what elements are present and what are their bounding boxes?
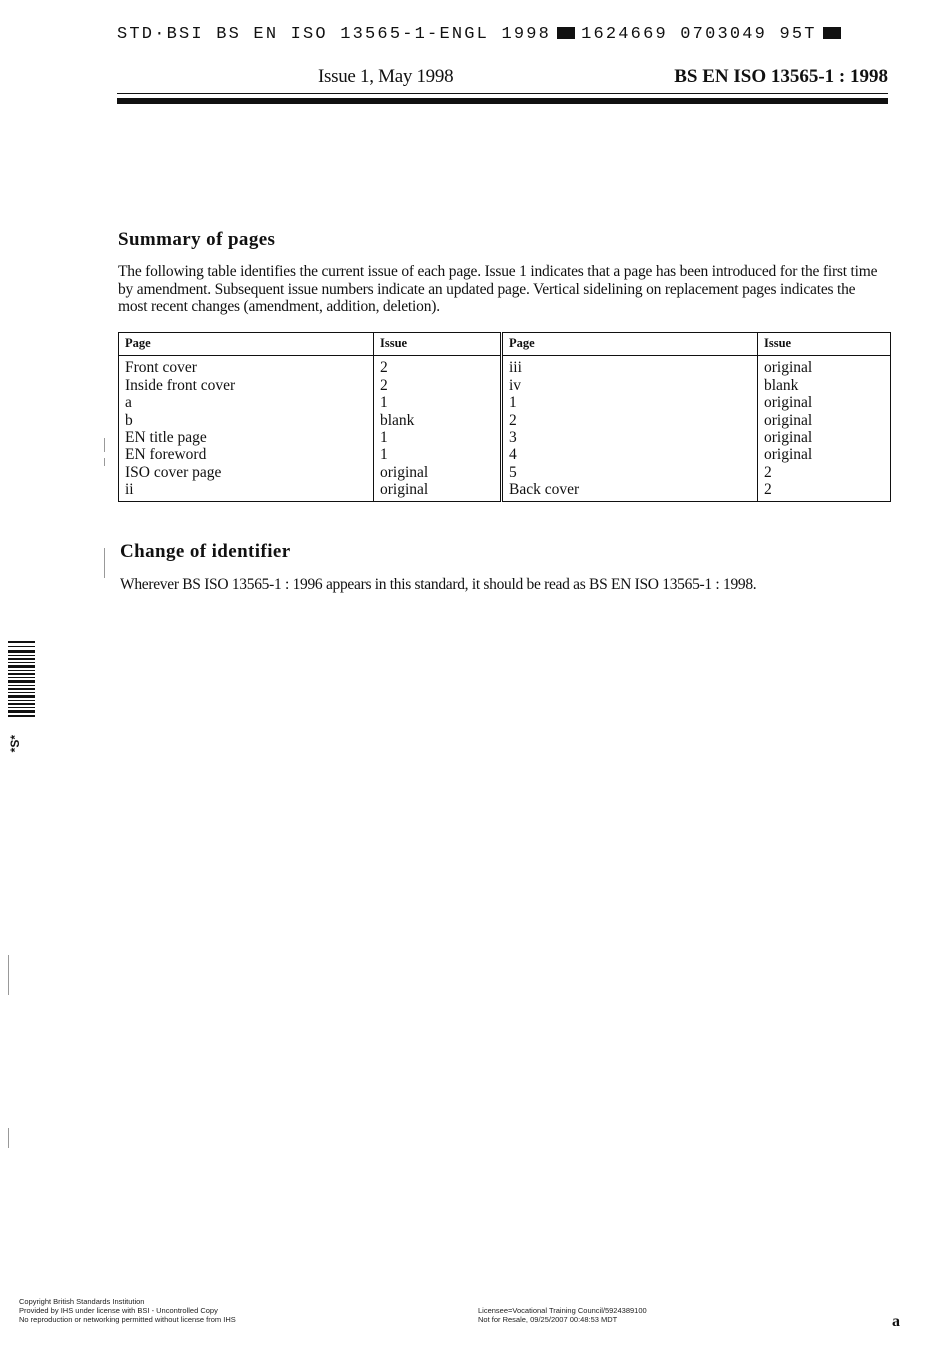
table-cell: original — [758, 429, 891, 446]
table-cell: 1 — [374, 394, 502, 411]
table-cell: 2 — [502, 412, 758, 429]
table-row — [119, 429, 891, 446]
summary-heading: Summary of pages — [118, 229, 276, 250]
footer-license — [478, 1306, 647, 1324]
barcode-mark — [823, 27, 841, 39]
margin-star-code: *S* — [8, 735, 22, 753]
footer-line: No reproduction or networking permitted without license from IHS — [19, 1315, 236, 1324]
table-cell: original — [374, 464, 502, 481]
sideline-mark — [104, 458, 105, 466]
table-cell: 4 — [502, 446, 758, 463]
table-cell: original — [758, 446, 891, 463]
sideline-mark — [104, 548, 105, 578]
table-cell: iii — [502, 356, 758, 377]
table-cell: 2 — [758, 481, 891, 501]
table-cell: blank — [374, 412, 502, 429]
table-cell: 1 — [502, 394, 758, 411]
table-cell: original — [758, 394, 891, 411]
table-cell: 2 — [374, 356, 502, 377]
table-row — [119, 394, 891, 411]
table-cell: 3 — [502, 429, 758, 446]
table-cell: Front cover — [119, 356, 374, 377]
table-cell: blank — [758, 377, 891, 394]
summary-intro: The following table identifies the current issue of each page. Issue 1 indicates that a page has been introduced for the first time by amendment. Subsequent issue numbers indicate an updated page. Vertical sidelining on replacement pages indicates the most recent changes (amendment, addition, deletion). — [118, 263, 878, 315]
column-header: Page — [502, 333, 758, 356]
table-cell: ii — [119, 481, 374, 501]
footer-line: Not for Resale, 09/25/2007 00:48:53 MDT — [478, 1315, 618, 1324]
table-cell: b — [119, 412, 374, 429]
table-cell: 2 — [374, 377, 502, 394]
column-header: Issue — [374, 333, 502, 356]
standard-number: BS EN ISO 13565-1 : 1998 — [674, 66, 888, 87]
column-header: Page — [119, 333, 374, 356]
header-rule-thin — [117, 93, 888, 94]
column-header: Issue — [758, 333, 891, 356]
document-code-line — [117, 25, 847, 44]
header-rule-thick — [117, 98, 888, 104]
table-cell: ISO cover page — [119, 464, 374, 481]
table-cell: 5 — [502, 464, 758, 481]
table-cell: 1 — [374, 429, 502, 446]
code-line-part1: STD·BSI BS EN ISO 13565-1-ENGL 1998 — [117, 25, 552, 44]
footer-line: Copyright British Standards Institution — [19, 1297, 145, 1306]
table-cell: 1 — [374, 446, 502, 463]
table-cell: original — [758, 356, 891, 377]
barcode-mark — [557, 27, 575, 39]
table-cell: Inside front cover — [119, 377, 374, 394]
footer-line: Provided by IHS under license with BSI - Uncontrolled Copy — [19, 1306, 218, 1315]
scan-mark — [8, 955, 9, 995]
scan-mark — [8, 1128, 9, 1148]
table-row — [119, 464, 891, 481]
table-row — [119, 446, 891, 463]
table-row — [119, 377, 891, 394]
table-row — [119, 356, 891, 377]
footer-copyright — [19, 1297, 236, 1324]
change-heading: Change of identifier — [120, 541, 291, 562]
pages-table — [118, 332, 891, 502]
table-cell: original — [758, 412, 891, 429]
table-row — [119, 481, 891, 501]
sideline-mark — [104, 438, 105, 452]
table-cell: Back cover — [502, 481, 758, 501]
table-cell: 2 — [758, 464, 891, 481]
table-cell: iv — [502, 377, 758, 394]
table-cell: EN title page — [119, 429, 374, 446]
table-cell: a — [119, 394, 374, 411]
table-cell: EN foreword — [119, 446, 374, 463]
table-cell: original — [374, 481, 502, 501]
page-number: a — [892, 1313, 900, 1330]
table-row — [119, 412, 891, 429]
issue-label: Issue 1, May 1998 — [318, 66, 454, 87]
change-text: Wherever BS ISO 13565-1 : 1996 appears in this standard, it should be read as BS EN ISO 13565-1 : 1998. — [120, 576, 757, 593]
table-header-row — [119, 333, 891, 356]
code-line-part2: 1624669 0703049 95T — [581, 25, 817, 44]
footer-line: Licensee=Vocational Training Council/5924389100 — [478, 1306, 647, 1315]
margin-barcode — [8, 641, 35, 717]
